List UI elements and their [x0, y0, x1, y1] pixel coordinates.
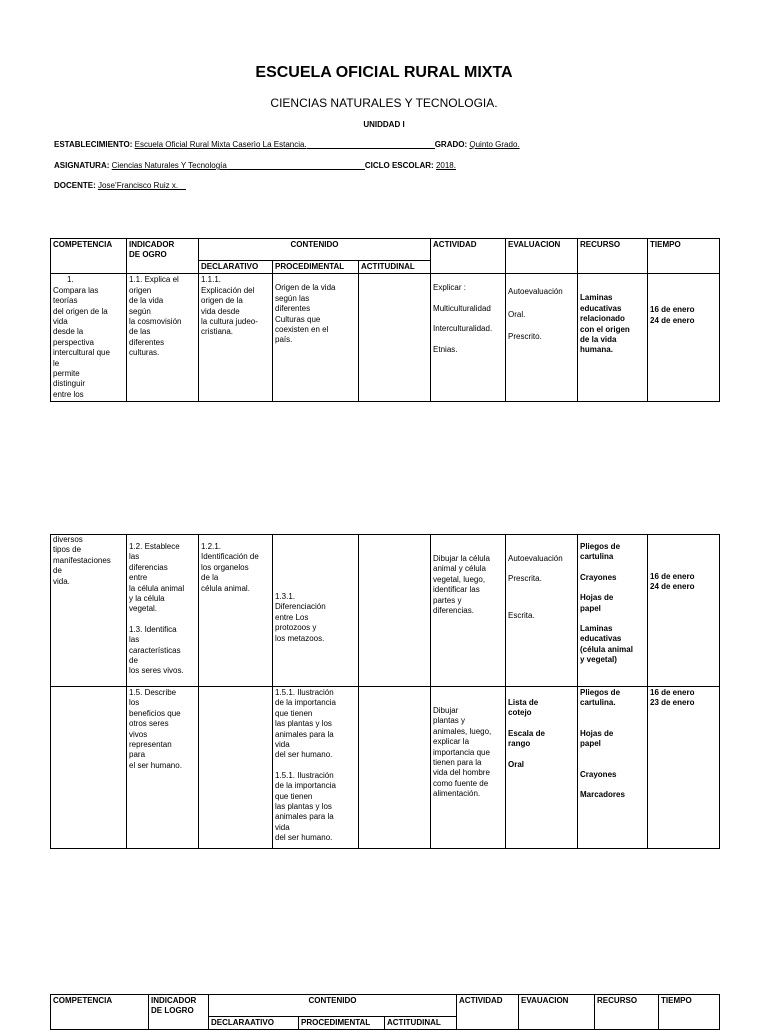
header-competencia: COMPETENCIA — [51, 239, 127, 274]
header-procedimental: PROCEDIMENTAL — [299, 1017, 385, 1030]
planning-table-2 — [50, 534, 720, 849]
asignatura-value: Ciencias Naturales Y Tecnología — [111, 161, 227, 170]
header-evaluacion: EVALUACION — [506, 239, 578, 274]
docente-label: DOCENTE: — [54, 181, 96, 190]
cell-tiempo: 16 de enero 24 de enero — [648, 274, 720, 402]
underline — [178, 181, 186, 190]
header-tiempo: TIEMPO — [659, 995, 720, 1030]
cell-recurso: Pliegos de cartulina Crayones Hojas de papel Laminas educativas (célula animal y vegetal) — [578, 535, 648, 687]
header-actividad: ACTIVIDAD — [431, 239, 506, 274]
cell-recurso: Pliegos de cartulina. Hojas de papel Crayones Marcadores — [578, 687, 648, 849]
cell-evaluacion: Autoevaluación Prescrita. Escrita. — [506, 535, 578, 687]
establecimiento-value: Escuela Oficial Rural Mixta Caserìo La Estancia. — [134, 140, 307, 149]
cell-procedimental: 1.3.1. Diferenciación entre Los protozoos y los metazoos. — [273, 535, 359, 687]
cell-actividad: Dibujar plantas y animales, luego, explicar la importancia que tienen para la vida del hombre como fuente de alimentación. — [431, 687, 506, 849]
info-asignatura — [54, 161, 456, 170]
cell-actividad: Explicar : Multiculturalidad Interculturalidad. Etnias. — [431, 274, 506, 402]
docente-value: Jose’Francisco Ruiz x. — [98, 181, 179, 190]
header-actividad: ACTIVIDAD — [457, 995, 519, 1030]
header-contenido: CONTENIDO — [199, 239, 431, 261]
underline — [307, 140, 435, 149]
header-evaluacion: EVAUACION — [519, 995, 595, 1030]
header-indicador: INDICADOR DE OGRO — [127, 239, 199, 274]
cell-procedimental: Origen de la vida según las diferentes Culturas que coexisten en el país. — [273, 274, 359, 402]
cell-declarativo: 1.1.1. Explicación del origen de la vida desde la cultura judeo- cristiana. — [199, 274, 273, 402]
info-docente — [54, 181, 186, 190]
cell-tiempo: 16 de enero 24 de enero — [648, 535, 720, 687]
ciclo-value: 2018. — [435, 161, 456, 170]
cell-actitudinal — [359, 535, 431, 687]
cell-indicador: 1.5. Describe los beneficios que otros seres vivos representan para el ser humano. — [127, 687, 199, 849]
header-actitudinal: ACTITUDINAL — [385, 1017, 457, 1030]
planning-table-3 — [50, 994, 720, 1030]
cell-actividad: Dibujar la célula animal y célula vegetal, luego, identificar las partes y diferencias. — [431, 535, 506, 687]
cell-recurso: Laminas educativas relacionado con el origen de la vida humana. — [578, 274, 648, 402]
ciclo-label: CICLO ESCOLAR: — [364, 161, 434, 170]
header-procedimental: PROCEDIMENTAL — [273, 261, 359, 274]
asignatura-label: ASIGNATURA: — [54, 161, 110, 170]
planning-table-1 — [50, 238, 720, 402]
header-contenido: CONTENIDO — [209, 995, 457, 1017]
header-competencia: COMPETENCIA — [51, 995, 149, 1030]
cell-tiempo: 16 de enero 23 de enero — [648, 687, 720, 849]
grado-label: GRADO: — [434, 140, 468, 149]
header-recurso: RECURSO — [595, 995, 659, 1030]
cell-competencia — [51, 687, 127, 849]
header-actitudinal: ACTITUDINAL — [359, 261, 431, 274]
cell-competencia: diversos tipos de manifestaciones de vida. — [51, 535, 127, 687]
header-declarativo: DECLARATIVO — [199, 261, 273, 274]
cell-evaluacion: Lista de cotejo Escala de rango Oral — [506, 687, 578, 849]
cell-declarativo — [199, 687, 273, 849]
info-establecimiento — [54, 140, 520, 149]
cell-indicador: 1.1. Explica el origen de la vida según la cosmovisión de las diferentes culturas. — [127, 274, 199, 402]
cell-evaluacion: Autoevaluación Oral. Prescrito. — [506, 274, 578, 402]
cell-declarativo: 1.2.1. Identificación de los organelos de la célula animal. — [199, 535, 273, 687]
cell-competencia: 1. Compara las teorías del origen de la vida desde la perspectiva intercultural que le permite distinguir entre los — [51, 274, 127, 402]
header-indicador: INDICADOR DE LOGRO — [149, 995, 209, 1030]
school-title: ESCUELA OFICIAL RURAL MIXTA — [255, 64, 513, 81]
grado-value: Quinto Grado. — [469, 140, 520, 149]
cell-indicador: 1.2. Establece las diferencias entre la célula animal y la célula vegetal. 1.3. Identifica las características de los seres vivos. — [127, 535, 199, 687]
unit-label: UNIDDAD I — [363, 120, 405, 129]
subject-title: CIENCIAS NATURALES Y TECNOLOGIA. — [270, 96, 498, 110]
underline — [227, 161, 365, 170]
cell-actitudinal — [359, 274, 431, 402]
cell-actitudinal — [359, 687, 431, 849]
establecimiento-label: ESTABLECIMIENTO: — [54, 140, 133, 149]
header-tiempo: TIEMPO — [648, 239, 720, 274]
header-recurso: RECURSO — [578, 239, 648, 274]
header-declarativo: DECLARAATIVO — [209, 1017, 299, 1030]
cell-procedimental: 1.5.1. Ilustración de la importancia que tienen las plantas y los animales para la vida del ser humano. 1.5.1. Ilustración de la importancia que tienen las plantas y los animales para la vida del ser humano. — [273, 687, 359, 849]
